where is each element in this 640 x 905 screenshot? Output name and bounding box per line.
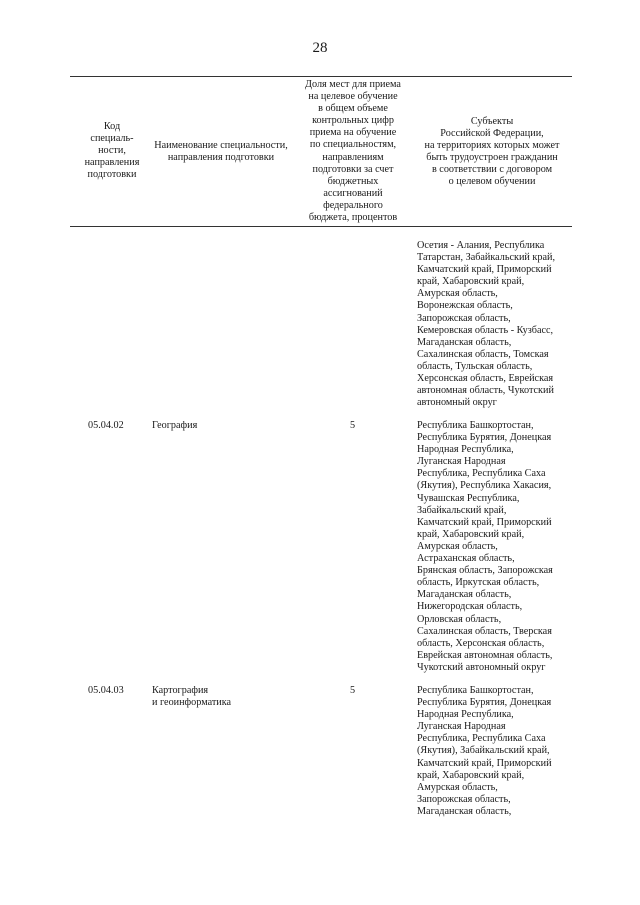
row-share: 5 (350, 685, 356, 696)
row-code: 05.04.02 (88, 420, 124, 431)
row-code: 05.04.03 (88, 685, 124, 696)
header-bottom-border (70, 226, 572, 227)
row-regions: Республика Башкортостан, Республика Бурятия, Донецкая Народная Республика, Луганская Народная Республика, Республика Саха (Якутия), Забайкальский край, Камчатский край, Приморский край, Хабаровский край, Амурская область, Запорожская область, Магаданская область, (417, 685, 552, 817)
page-number: 28 (312, 40, 328, 56)
continuation-regions: Осетия - Алания, Республика Татарстан, Забайкальский край, Камчатский край, Приморский край, Хабаровский край, Амурская область, Воронежская область, Запорожская область, Кемеровская область - Кузбасс, Магаданская область, Сахалинская область, Томская область, Тульская область, Херсонская область, Еврейская автономная область, Чукотский автономный округ (417, 240, 555, 409)
table-top-border (70, 76, 572, 77)
row-name: Картография и геоинформатика (152, 685, 232, 709)
header-code: Код специаль- ности, направления подготовки (84, 121, 140, 181)
row-share: 5 (350, 420, 356, 431)
row-name: География (152, 420, 198, 431)
header-regions: Субъекты Российской Федерации, на территориях которых может быть трудоустроен гражданин в соответствии с договором о целевом обучении (424, 116, 560, 188)
header-name: Наименование специальности, направления подготовки (154, 140, 288, 164)
row-regions: Республика Башкортостан, Республика Бурятия, Донецкая Народная Республика, Луганская Народная Республика, Республика Саха (Якутия), Республика Хакасия, Чувашская Республика, Забайкальский край, Камчатский край, Приморский край, Хабаровский край, Амурская область, Астраханская область, Брянская область, Запорожская область, Иркутская область, Магаданская область, Нижегородская область, Орловская область, Сахалинская область, Тверская область, Херсонская область, Еврейская автономная область, Чукотский автономный округ (417, 420, 553, 673)
header-share: Доля мест для приема на целевое обучение в общем объеме контрольных цифр приема на обучение по специальностям, направлениям подготовки за счет бюджетных ассигнований федерального бюджета, процентов (305, 79, 401, 224)
